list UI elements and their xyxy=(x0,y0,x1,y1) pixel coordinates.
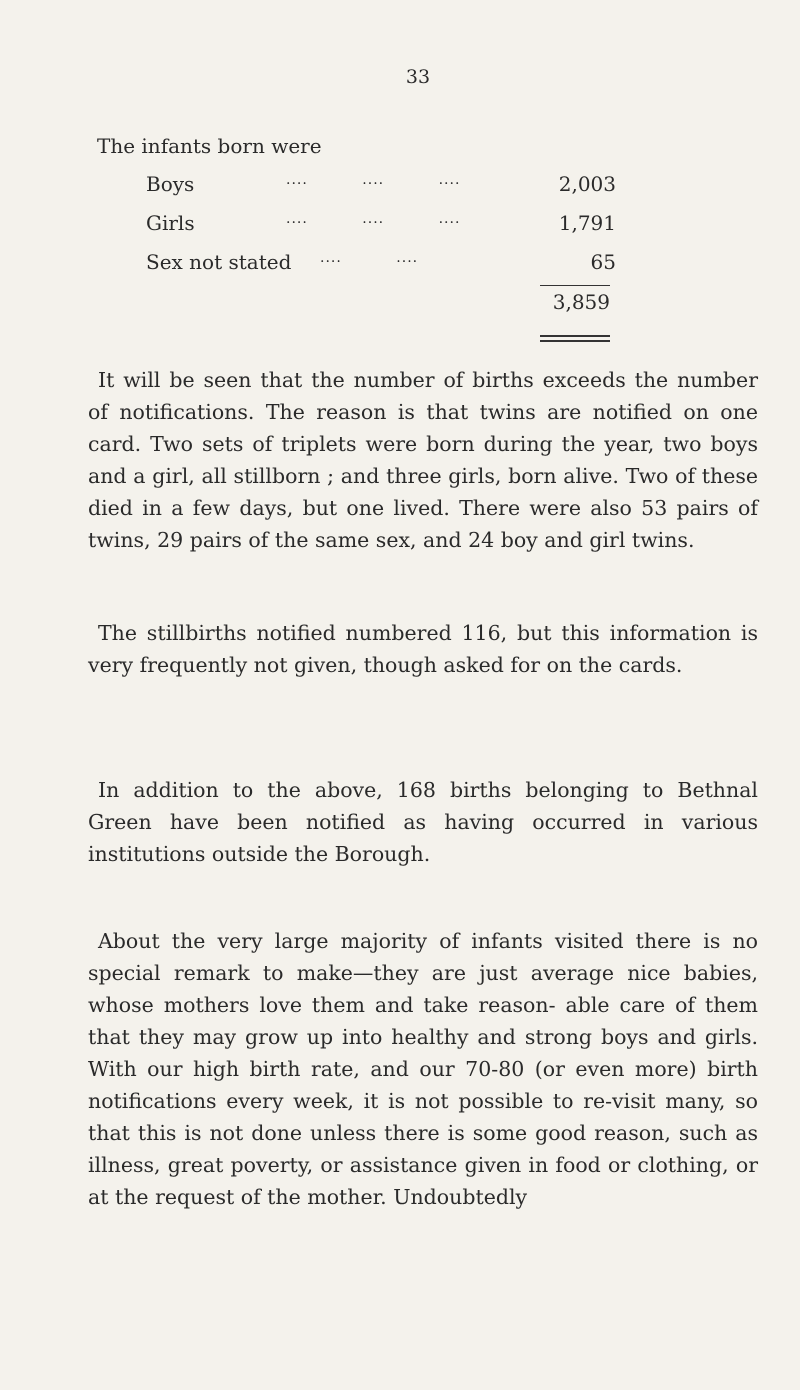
paragraph-institutions: In addition to the above, 168 births belonging to Bethnal Green have been notified as having occurred in various institutions outside the Borough. xyxy=(88,778,758,866)
row-value: 1,791 xyxy=(558,211,616,235)
table-row-girls xyxy=(146,207,616,246)
paragraph-stillbirths: The stillbirths notified numbered 116, but this information is very frequently not given, though asked for on the cards. xyxy=(88,621,758,677)
row-value: 2,003 xyxy=(558,172,616,196)
row-label: Boys xyxy=(146,172,195,196)
table-row-sex-not-stated xyxy=(146,246,616,285)
row-label: Sex not stated xyxy=(146,250,292,274)
total-double-rule xyxy=(540,335,610,342)
births-table xyxy=(146,168,616,314)
sum-rule xyxy=(540,285,610,286)
leader-dots: .... .... .... xyxy=(286,172,461,188)
table-row-boys xyxy=(146,168,616,207)
table-intro: The infants born were xyxy=(97,134,322,158)
table-total: 3,859 xyxy=(552,290,610,314)
row-label: Girls xyxy=(146,211,195,235)
leader-dots: .... .... .... xyxy=(286,211,461,227)
leader-dots: .... .... xyxy=(320,250,419,266)
paragraph-visits: About the very large majority of infants visited there is no special remark to make—they are just average nice babies, whose mothers love them and take reason- able care of them that they may grow up into healthy and strong boys and girls. With our high birth rate, and our 70-80 (or even more) birth notifications every week, it is not possible to re-visit many, so that this is not done unless there is some good reason, such as illness, great poverty, or assistance given in food or clothing, or at the request of the mother. Undoubtedly xyxy=(88,929,758,1209)
page-number: 33 xyxy=(405,66,431,88)
row-value: 65 xyxy=(590,250,616,274)
paragraph-twins: It will be seen that the number of births exceeds the number of notifications. The reason is that twins are notified on one card. Two sets of triplets were born during the year, two boys and a girl, all stillborn ; and three girls, born alive. Two of these died in a few days, but one lived. There were also 53 pairs of twins, 29 pairs of the same sex, and 24 boy and girl twins. xyxy=(88,368,758,552)
